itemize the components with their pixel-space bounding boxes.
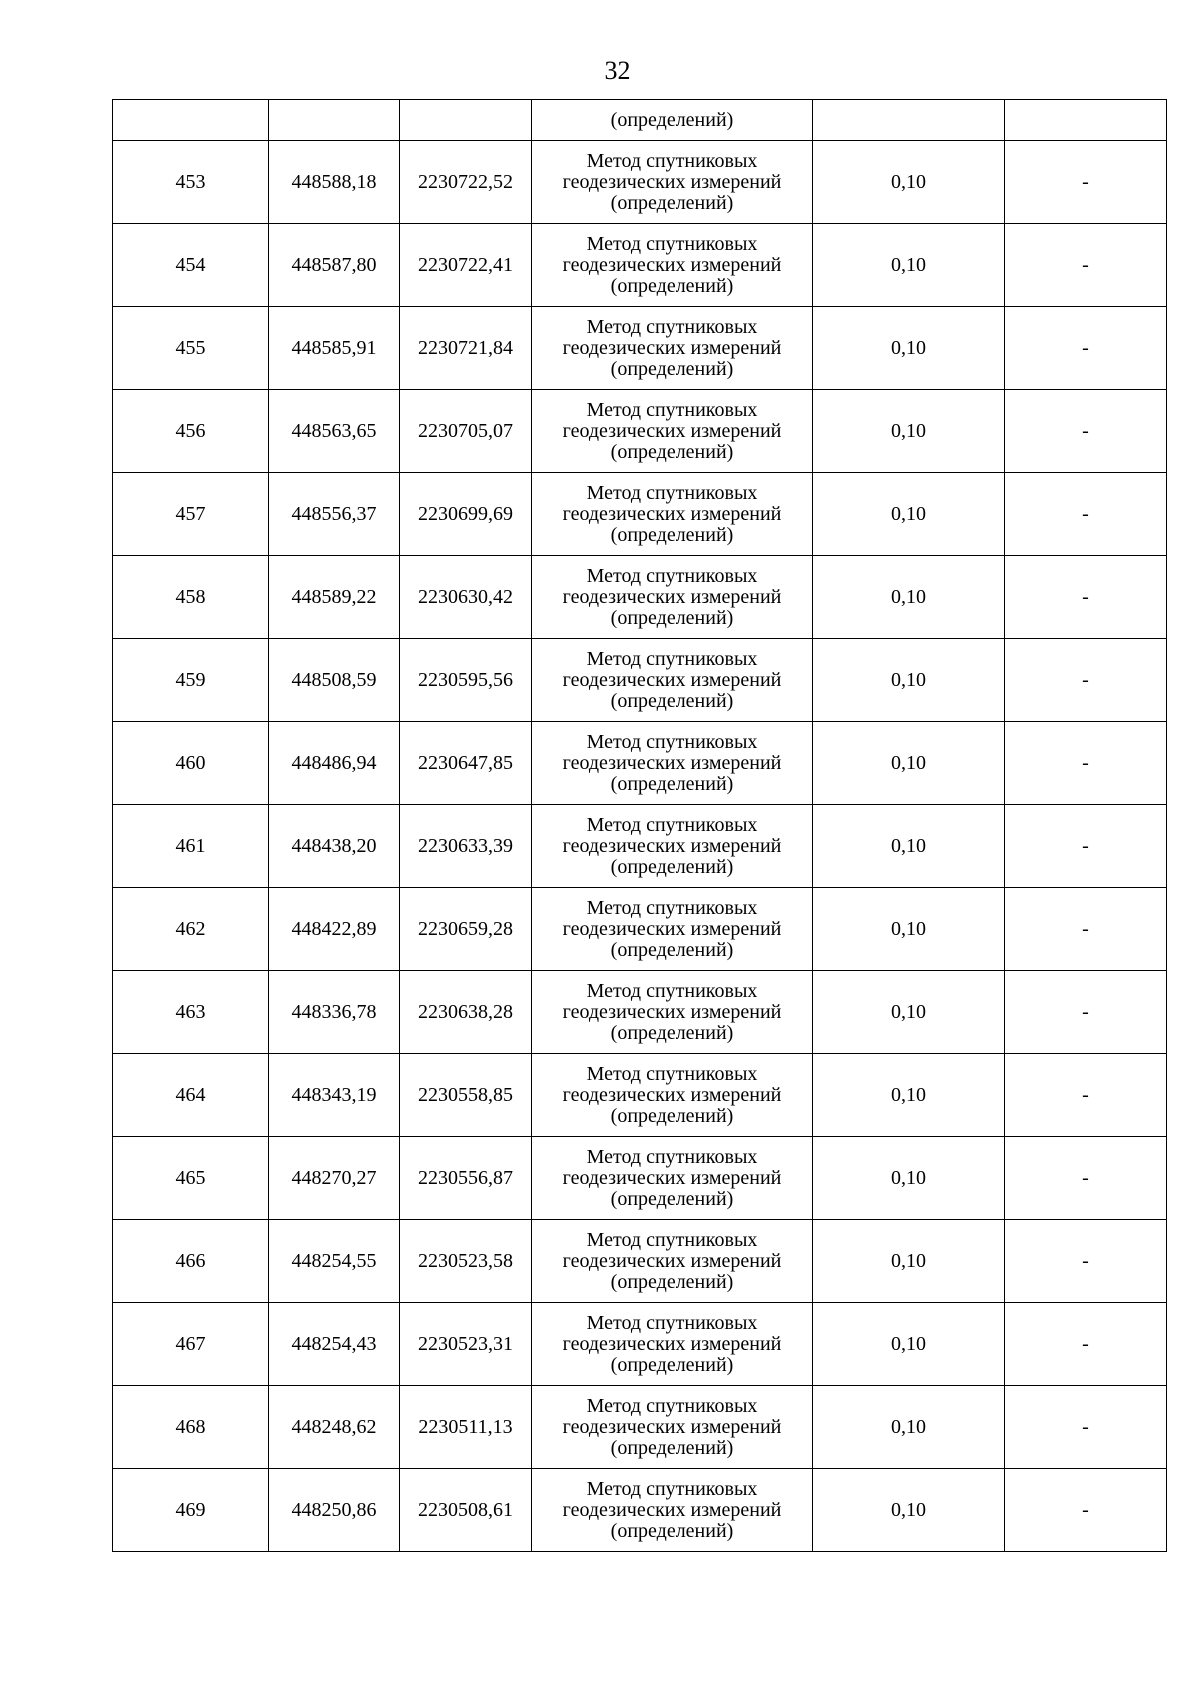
method-line: Метод спутниковых bbox=[586, 398, 758, 421]
accuracy-cell: 0,10 bbox=[813, 722, 1005, 805]
point-number-cell: 468 bbox=[113, 1386, 269, 1469]
method-line: геодезических измерений bbox=[562, 917, 782, 940]
method-cell bbox=[532, 805, 813, 888]
table-row bbox=[113, 224, 1167, 307]
method-line: Метод спутниковых bbox=[586, 813, 758, 836]
note-cell: - bbox=[1005, 805, 1167, 888]
method-line: Метод спутниковых bbox=[586, 315, 758, 338]
method-cell bbox=[532, 1137, 813, 1220]
method-line: Метод спутниковых bbox=[586, 896, 758, 919]
method-cell bbox=[532, 224, 813, 307]
method-line: геодезических измерений bbox=[562, 1000, 782, 1023]
table-row bbox=[113, 1469, 1167, 1552]
method-line: Метод спутниковых bbox=[586, 730, 758, 753]
method-cell bbox=[532, 1220, 813, 1303]
y-coordinate-cell: 2230722,41 bbox=[400, 224, 532, 307]
method-cell bbox=[532, 722, 813, 805]
accuracy-cell: 0,10 bbox=[813, 473, 1005, 556]
y-coordinate-cell: 2230595,56 bbox=[400, 639, 532, 722]
point-number-cell: 461 bbox=[113, 805, 269, 888]
point-number-cell: 459 bbox=[113, 639, 269, 722]
method-line: Метод спутниковых bbox=[586, 1477, 758, 1500]
note-cell: - bbox=[1005, 1386, 1167, 1469]
note-cell: - bbox=[1005, 888, 1167, 971]
method-line: геодезических измерений bbox=[562, 585, 782, 608]
method-line: Метод спутниковых bbox=[586, 232, 758, 255]
x-coordinate-cell: 448563,65 bbox=[269, 390, 400, 473]
point-number-cell: 467 bbox=[113, 1303, 269, 1386]
accuracy-cell: 0,10 bbox=[813, 1220, 1005, 1303]
point-number-cell: 453 bbox=[113, 141, 269, 224]
note-cell: - bbox=[1005, 1303, 1167, 1386]
x-coordinate-cell: 448587,80 bbox=[269, 224, 400, 307]
point-number-cell: 457 bbox=[113, 473, 269, 556]
method-line: Метод спутниковых bbox=[586, 1311, 758, 1334]
method-line: Метод спутниковых bbox=[586, 481, 758, 504]
method-cell bbox=[532, 556, 813, 639]
method-line: геодезических измерений bbox=[562, 419, 782, 442]
method-line: геодезических измерений bbox=[562, 253, 782, 276]
method-cell bbox=[532, 390, 813, 473]
table-row bbox=[113, 1303, 1167, 1386]
method-line: Метод спутниковых bbox=[586, 1228, 758, 1251]
method-cell bbox=[532, 141, 813, 224]
method-line: (определений) bbox=[610, 191, 734, 214]
point-number-cell: 466 bbox=[113, 1220, 269, 1303]
accuracy-cell: 0,10 bbox=[813, 1137, 1005, 1220]
x-coordinate-cell: 448336,78 bbox=[269, 971, 400, 1054]
accuracy-cell: 0,10 bbox=[813, 224, 1005, 307]
point-number-cell: 454 bbox=[113, 224, 269, 307]
method-line: Метод спутниковых bbox=[586, 1145, 758, 1168]
y-coordinate-cell: 2230523,31 bbox=[400, 1303, 532, 1386]
method-line: (определений) bbox=[610, 1353, 734, 1376]
method-line: (определений) bbox=[610, 1270, 734, 1293]
table-row bbox=[113, 556, 1167, 639]
point-number-cell: 469 bbox=[113, 1469, 269, 1552]
x-coordinate-cell: 448422,89 bbox=[269, 888, 400, 971]
method-line: (определений) bbox=[610, 1104, 734, 1127]
note-cell: - bbox=[1005, 1469, 1167, 1552]
note-cell: - bbox=[1005, 141, 1167, 224]
method-cell bbox=[532, 1469, 813, 1552]
method-line: геодезических измерений bbox=[562, 834, 782, 857]
x-coordinate-cell: 448438,20 bbox=[269, 805, 400, 888]
point-number-cell: 465 bbox=[113, 1137, 269, 1220]
x-coordinate-cell: 448508,59 bbox=[269, 639, 400, 722]
coordinates-table bbox=[112, 99, 1167, 1552]
accuracy-cell: 0,10 bbox=[813, 141, 1005, 224]
continuation-y-cell bbox=[400, 100, 532, 141]
x-coordinate-cell: 448556,37 bbox=[269, 473, 400, 556]
x-coordinate-cell: 448254,43 bbox=[269, 1303, 400, 1386]
accuracy-cell: 0,10 bbox=[813, 805, 1005, 888]
point-number-cell: 464 bbox=[113, 1054, 269, 1137]
y-coordinate-cell: 2230722,52 bbox=[400, 141, 532, 224]
y-coordinate-cell: 2230647,85 bbox=[400, 722, 532, 805]
method-cell bbox=[532, 1303, 813, 1386]
method-line: Метод спутниковых bbox=[586, 647, 758, 670]
method-line: Метод спутниковых bbox=[586, 1394, 758, 1417]
method-line: (определений) bbox=[610, 606, 734, 629]
x-coordinate-cell: 448585,91 bbox=[269, 307, 400, 390]
method-line: (определений) bbox=[610, 1021, 734, 1044]
method-line: (определений) bbox=[610, 772, 734, 795]
y-coordinate-cell: 2230523,58 bbox=[400, 1220, 532, 1303]
accuracy-cell: 0,10 bbox=[813, 1386, 1005, 1469]
note-cell: - bbox=[1005, 307, 1167, 390]
table-row bbox=[113, 1220, 1167, 1303]
note-cell: - bbox=[1005, 1220, 1167, 1303]
method-cell bbox=[532, 1054, 813, 1137]
method-cell bbox=[532, 1386, 813, 1469]
method-cell bbox=[532, 639, 813, 722]
method-cell bbox=[532, 971, 813, 1054]
method-line: (определений) bbox=[610, 523, 734, 546]
note-cell: - bbox=[1005, 722, 1167, 805]
accuracy-cell: 0,10 bbox=[813, 1469, 1005, 1552]
y-coordinate-cell: 2230699,69 bbox=[400, 473, 532, 556]
table-row bbox=[113, 1386, 1167, 1469]
method-line: геодезических измерений bbox=[562, 1498, 782, 1521]
accuracy-cell: 0,10 bbox=[813, 390, 1005, 473]
table-row bbox=[113, 971, 1167, 1054]
table-row bbox=[113, 722, 1167, 805]
x-coordinate-cell: 448486,94 bbox=[269, 722, 400, 805]
table-row bbox=[113, 888, 1167, 971]
continuation-method-cell: (определений) bbox=[532, 100, 813, 141]
accuracy-cell: 0,10 bbox=[813, 639, 1005, 722]
x-coordinate-cell: 448343,19 bbox=[269, 1054, 400, 1137]
note-cell: - bbox=[1005, 473, 1167, 556]
method-cell bbox=[532, 888, 813, 971]
continuation-accuracy-cell bbox=[813, 100, 1005, 141]
y-coordinate-cell: 2230630,42 bbox=[400, 556, 532, 639]
method-cell bbox=[532, 473, 813, 556]
continuation-note-cell bbox=[1005, 100, 1167, 141]
table-row bbox=[113, 1054, 1167, 1137]
method-line: геодезических измерений bbox=[562, 1166, 782, 1189]
method-cell bbox=[532, 307, 813, 390]
table-row bbox=[113, 805, 1167, 888]
x-coordinate-cell: 448248,62 bbox=[269, 1386, 400, 1469]
accuracy-cell: 0,10 bbox=[813, 971, 1005, 1054]
method-line: геодезических измерений bbox=[562, 1415, 782, 1438]
method-line: геодезических измерений bbox=[562, 751, 782, 774]
note-cell: - bbox=[1005, 556, 1167, 639]
point-number-cell: 462 bbox=[113, 888, 269, 971]
continuation-x-cell bbox=[269, 100, 400, 141]
accuracy-cell: 0,10 bbox=[813, 888, 1005, 971]
accuracy-cell: 0,10 bbox=[813, 556, 1005, 639]
note-cell: - bbox=[1005, 1054, 1167, 1137]
method-line: (определений) bbox=[610, 1519, 734, 1542]
x-coordinate-cell: 448588,18 bbox=[269, 141, 400, 224]
accuracy-cell: 0,10 bbox=[813, 1054, 1005, 1137]
accuracy-cell: 0,10 bbox=[813, 307, 1005, 390]
page-number: 32 bbox=[604, 56, 631, 85]
method-line: геодезических измерений bbox=[562, 502, 782, 525]
coordinates-table-body bbox=[113, 100, 1167, 1552]
point-number-cell: 456 bbox=[113, 390, 269, 473]
table-row bbox=[113, 141, 1167, 224]
table-row bbox=[113, 307, 1167, 390]
table-row bbox=[113, 473, 1167, 556]
note-cell: - bbox=[1005, 224, 1167, 307]
table-row bbox=[113, 390, 1167, 473]
method-line: (определений) bbox=[610, 689, 734, 712]
table-row bbox=[113, 1137, 1167, 1220]
method-line: Метод спутниковых bbox=[586, 564, 758, 587]
x-coordinate-cell: 448589,22 bbox=[269, 556, 400, 639]
y-coordinate-cell: 2230558,85 bbox=[400, 1054, 532, 1137]
y-coordinate-cell: 2230721,84 bbox=[400, 307, 532, 390]
table-row bbox=[113, 639, 1167, 722]
method-line: Метод спутниковых bbox=[586, 149, 758, 172]
point-number-cell: 460 bbox=[113, 722, 269, 805]
point-number-cell: 463 bbox=[113, 971, 269, 1054]
method-line: геодезических измерений bbox=[562, 668, 782, 691]
x-coordinate-cell: 448250,86 bbox=[269, 1469, 400, 1552]
method-line: (определений) bbox=[610, 274, 734, 297]
note-cell: - bbox=[1005, 971, 1167, 1054]
method-line: геодезических измерений bbox=[562, 1249, 782, 1272]
x-coordinate-cell: 448270,27 bbox=[269, 1137, 400, 1220]
continuation-row bbox=[113, 100, 1167, 141]
y-coordinate-cell: 2230638,28 bbox=[400, 971, 532, 1054]
accuracy-cell: 0,10 bbox=[813, 1303, 1005, 1386]
note-cell: - bbox=[1005, 1137, 1167, 1220]
method-line: (определений) bbox=[610, 855, 734, 878]
method-line: (определений) bbox=[610, 440, 734, 463]
method-line: геодезических измерений bbox=[562, 170, 782, 193]
y-coordinate-cell: 2230511,13 bbox=[400, 1386, 532, 1469]
y-coordinate-cell: 2230659,28 bbox=[400, 888, 532, 971]
point-number-cell: 455 bbox=[113, 307, 269, 390]
continuation-point-cell bbox=[113, 100, 269, 141]
method-line: (определений) bbox=[610, 1187, 734, 1210]
method-line: геодезических измерений bbox=[562, 336, 782, 359]
method-line: (определений) bbox=[610, 938, 734, 961]
note-cell: - bbox=[1005, 639, 1167, 722]
method-line: Метод спутниковых bbox=[586, 1062, 758, 1085]
y-coordinate-cell: 2230705,07 bbox=[400, 390, 532, 473]
y-coordinate-cell: 2230556,87 bbox=[400, 1137, 532, 1220]
method-line: Метод спутниковых bbox=[586, 979, 758, 1002]
method-line: (определений) bbox=[610, 1436, 734, 1459]
method-line: геодезических измерений bbox=[562, 1083, 782, 1106]
y-coordinate-cell: 2230508,61 bbox=[400, 1469, 532, 1552]
method-line: (определений) bbox=[610, 357, 734, 380]
point-number-cell: 458 bbox=[113, 556, 269, 639]
x-coordinate-cell: 448254,55 bbox=[269, 1220, 400, 1303]
note-cell: - bbox=[1005, 390, 1167, 473]
method-line: геодезических измерений bbox=[562, 1332, 782, 1355]
y-coordinate-cell: 2230633,39 bbox=[400, 805, 532, 888]
